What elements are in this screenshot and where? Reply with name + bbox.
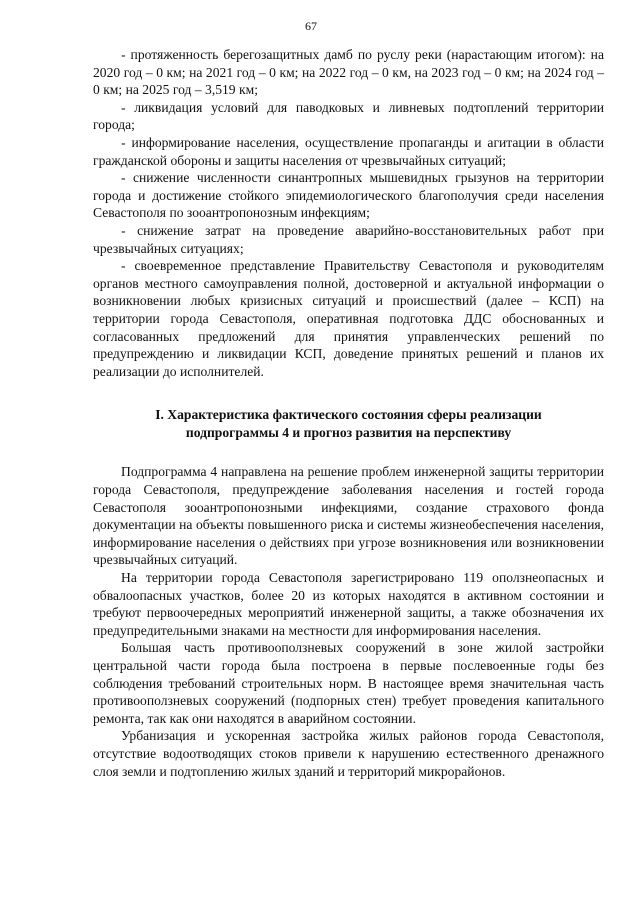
- list-item-flood-elimination: - ликвидация условий для паводковых и ливневых подтоплений территории города;: [93, 99, 604, 133]
- list-item-dam-length: - протяженность берегозащитных дамб по руслу реки (нарастающим итогом): на 2020 год – 0 км; на 2021 год – 0 км; на 2022 год – 0 км, на 2023 год – 0 км; на 2024 год – 0 км; на 2025 год – 3,519 км;: [93, 47, 604, 98]
- list-item-rodent-reduction: - снижение численности синантропных мышевидных грызунов на территории города и достижение стойкого эпидемиологического благополучия среди населения Севастополя по зооантропонозным инфекциям;: [93, 170, 604, 221]
- section-heading-line-2: подпрограммы 4 и прогноз развития на перспективу: [185, 424, 512, 440]
- page-number: 67: [305, 19, 317, 33]
- paragraph-urbanization: Урбанизация и ускоренная застройка жилых районов города Севастополя, отсутствие водоотводящих стоков привели к нарушению естественного дренажного слоя земли и подтоплению жилых зданий и территорий микрорайонов.: [93, 728, 604, 779]
- paragraph-landslide-sites: На территории города Севастополя зарегистрировано 119 оползнеопасных и обвалоопасных участков, более 20 из которых находятся в активном состоянии и требуют первоочередных мероприятий инженерной защиты, а также обозначения их предупредительными знаками на местности для информирования населения.: [93, 570, 604, 638]
- section-heading-line-1: I. Характеристика фактического состояния сферы реализации: [155, 407, 542, 423]
- paragraph-antilandslide-structures: Большая часть противооползневых сооружений в зоне жилой застройки центральной части города была построена в первые послевоенные годы без соблюдения требований строительных норм. В настоящее время значительная часть противооползневых сооружений (подпорных стен) требует проведения капитального ремонта, так как они находятся в аварийном состоянии.: [93, 640, 604, 726]
- document-body: [93, 46, 604, 780]
- list-item-public-information: - информирование населения, осуществление пропаганды и агитации в области гражданской обороны и защиты населения от чрезвычайных ситуаций;: [93, 134, 604, 168]
- section-heading: [93, 406, 604, 441]
- paragraph-subprogram-goals: Подпрограмма 4 направлена на решение проблем инженерной защиты территории города Севастополя, предупреждение заболевания населения и гостей города Севастополя зооантропонозными инфекциями, создание страхового фонда документации на объекты повышенного риска и системы жизнеобеспечения населения, информирование населения о действиях при угрозе возникновения или возникновении чрезвычайных ситуаций.: [93, 464, 604, 568]
- list-item-cost-reduction: - снижение затрат на проведение аварийно-восстановительных работ при чрезвычайных ситуациях;: [93, 222, 604, 256]
- list-item-timely-reporting: - своевременное представление Правительству Севастополя и руководителям органов местного самоуправления полной, достоверной и актуальной информации о возникновении любых кризисных ситуаций и происшествий (далее – КСП) на территории города Севастополя, оперативная подготовка ДДС обоснованных и согласованных предложений для принятия управленческих решений по предупреждению и ликвидации КСП, доведение принятых решений и планов их реализации до исполнителей.: [93, 258, 604, 379]
